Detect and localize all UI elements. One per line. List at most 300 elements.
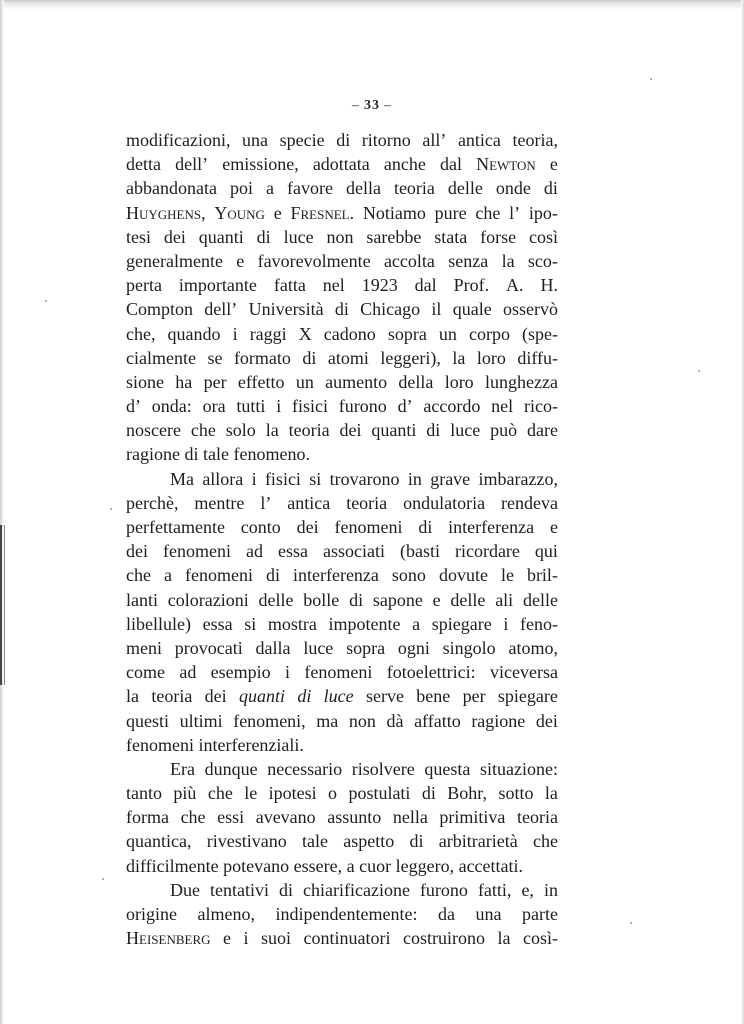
word: singolo [442,637,496,658]
word: leggeri), [380,347,441,368]
word: tale [302,831,328,852]
word: sione [126,371,164,392]
word: dei [296,517,319,537]
text-line [126,733,558,757]
text-line [126,902,558,926]
word: ondulatoria [403,492,486,513]
word: furono [419,879,468,900]
word: Bohr, [447,783,488,804]
word: ricordare [454,541,520,562]
word: ipo- [528,202,558,223]
word: lanti [126,589,158,610]
word: e [223,928,231,949]
word: loro [444,371,474,392]
word: dare [527,420,558,441]
word: qui [534,541,558,562]
word: atomo, [508,637,558,658]
word: sarebbe [366,226,422,247]
word: fatti, [477,879,512,900]
paragraph [126,128,558,467]
word: emissione, [222,154,299,175]
word: così [528,226,558,247]
word: conto [240,517,281,537]
word: d’ [397,396,413,417]
word: mentre [194,492,245,513]
word: nella [392,807,428,828]
word: abbandonata [126,178,217,199]
word: pure [434,202,467,223]
word: stata [434,226,468,247]
word: ragione [126,444,180,465]
word: di [418,517,433,537]
word: parte [522,904,558,924]
word: che, [126,323,156,344]
word: favorevolmente [257,250,371,271]
word: di [426,420,441,441]
word: di [336,130,351,150]
text-line [126,249,558,273]
word: Era [170,758,195,779]
word: quantica, [126,831,192,852]
page-number-dash-right: – [384,98,392,113]
word: perchè, [126,492,179,513]
body-text [126,128,558,950]
text-line [126,297,558,321]
word: così- [523,928,558,949]
word: dei [535,710,558,731]
word: spiegare [431,613,492,634]
word: accordo [423,396,481,417]
text-line [126,515,558,539]
word: interferenza [292,565,379,586]
word: teoria [288,420,330,441]
word: per [462,686,486,707]
word: suoi [261,928,292,949]
word: (spe- [522,323,558,344]
page-number-value: 33 [364,98,380,113]
word: teoria [393,178,435,199]
word: antica [287,492,331,513]
text-line [126,829,558,853]
word: i [251,468,257,489]
word: teoria, [512,130,558,150]
word: X [298,323,312,344]
word: avevano [255,807,316,828]
paper-speck [45,300,47,302]
word: imbarazzo, [478,468,558,489]
word: diffu- [517,347,558,368]
paper-speck [698,370,700,372]
word: tanto [126,783,162,804]
word: a [265,178,274,199]
word: rico- [523,396,558,417]
word: la [265,420,279,441]
word: luce [303,637,334,658]
word: della [398,371,434,392]
word: un [295,371,314,392]
word: detta [126,154,161,175]
word: cadono [323,323,376,344]
word: importante [178,275,257,296]
word: difficilmente [126,855,219,876]
text-line [126,878,558,902]
word: forma [126,807,169,828]
word: che [207,783,233,804]
word: ragione [471,710,526,731]
word: Notiamo [362,202,426,223]
word: quanti [238,686,285,707]
word: la [452,347,466,368]
paragraph [126,467,558,757]
word: Ma [170,468,194,489]
word: dei [339,420,362,441]
word: effetto [237,371,285,392]
word: forse [480,226,517,247]
page-number [0,98,744,114]
word: delle [450,589,486,610]
word: leggero, [395,855,455,876]
text-line [126,660,558,684]
word: dunque [204,758,258,779]
word: serve [365,686,404,707]
word: d’ [126,396,141,417]
text-line [126,612,558,636]
word: luce [450,420,481,441]
word: chiarificazione [303,879,410,900]
word: da [437,904,455,924]
word: spiegare [497,686,558,707]
word: ogni [397,637,430,658]
text-line [126,926,558,950]
word: tutti [236,396,266,417]
word: non [326,226,354,247]
word: sco- [527,250,558,271]
word: luce [283,226,314,247]
word: dal [414,275,437,296]
word: Newton [476,154,536,175]
word: che [533,831,558,852]
word: all’ [422,130,447,150]
word: delle [258,589,294,610]
word: ma [316,710,339,731]
word: quanti [371,420,417,441]
word: a [346,855,355,876]
word: viceversa [490,662,558,683]
word: i [285,662,291,683]
word: quando [167,323,221,344]
word: bril- [526,565,558,586]
word: fenomeni [184,565,253,586]
word: sopra [346,637,386,658]
word: affatto [414,710,461,731]
word: dal [439,154,462,175]
word: aspetto [343,831,395,852]
word: una [475,904,502,924]
word: dell’ [204,299,238,320]
word: cialmente [126,347,196,368]
word: a [412,613,421,634]
text-line [126,709,558,733]
word: onda: [151,396,192,417]
word: i [276,396,282,417]
text-line [126,418,558,442]
paragraph [126,878,558,951]
word: di [421,783,436,804]
word: origine [126,904,177,924]
word: tentativi [210,879,269,900]
word: di [256,226,271,247]
word: di [184,444,199,465]
word: poi [229,178,253,199]
word: fenomeni [126,734,194,755]
word: sapone [372,589,423,610]
word: A. [506,275,524,296]
word: interferenziali. [198,734,304,755]
text-line [126,152,558,176]
word: si [309,468,322,489]
word: libellule) [126,613,191,634]
word: mostra [267,613,317,634]
word: H. [540,275,558,296]
word: delle [522,589,558,610]
word: luce [323,686,354,707]
word: allora [202,468,244,489]
word: il [431,299,442,320]
paper-speck [630,922,632,924]
word: trovarono [329,468,400,489]
text-line [126,273,558,297]
word: fisici [264,468,301,489]
word: l’ [260,492,272,513]
word: di [302,347,317,368]
word: perfettamente [126,517,225,537]
word: può [490,420,518,441]
word: assunto [327,807,382,828]
word: come [126,662,165,683]
word: osservò [502,299,558,320]
word: non [348,710,376,731]
word: dei [204,686,227,707]
word: e [549,517,558,537]
word: generalmente [126,250,223,271]
word: adottata [312,154,370,175]
text-line [126,684,558,708]
word: situazione: [479,758,558,779]
word: nel [491,396,514,417]
word: almeno, [197,904,255,924]
word: accettati. [458,855,524,876]
word: o [328,783,338,804]
word: di [349,589,364,610]
word: perta [126,275,162,296]
word: teoria [346,492,388,513]
word: per [203,371,227,392]
word: specie [279,130,325,150]
text-line [126,346,558,370]
word: ritorno [361,130,411,150]
word: lunghezza [484,371,558,392]
word: di [543,178,558,199]
text-line [126,854,558,878]
word: tale [203,444,229,465]
word: loro [476,347,506,368]
word: fenomeni [334,517,403,537]
word: risolvere [351,758,415,779]
word: bolle [303,589,340,610]
word: noscere [126,420,181,441]
word: fenomeni [304,662,373,683]
word: teoria [516,807,558,828]
word: ha [175,371,193,392]
word: dei [163,226,186,247]
word: aumento [325,371,388,392]
text-line [126,442,558,466]
word: sopra [387,323,427,344]
word: Heisenberg [126,928,211,949]
paper-speck [110,508,112,510]
word: i [243,928,249,949]
word: una [242,130,269,150]
text-line [126,757,558,781]
word: di [278,879,293,900]
word: continuatori [303,928,391,949]
word: ipotesi [268,783,317,804]
word: essi [217,807,245,828]
page-left-edge [0,0,4,1024]
word: tesi [126,226,151,247]
word: e, [521,879,534,900]
word: ultimi [179,710,223,731]
word: necessario [267,758,343,779]
text-line [126,588,558,612]
word: le [500,565,514,586]
text-line [126,539,558,563]
word: essa [277,541,308,562]
word: ad [179,662,197,683]
word: che [190,420,216,441]
word: raggi [249,323,287,344]
text-line [126,491,558,515]
word: atomi [327,347,369,368]
word: interferenza [448,517,535,537]
word: Due [170,879,200,900]
word: Università [248,299,324,320]
word: formato [233,347,291,368]
word: postulati [348,783,411,804]
word: costruirono [403,928,485,949]
word: favore [286,178,333,199]
word: dei [126,541,148,562]
word: sono [391,565,426,586]
word: la [497,928,511,949]
word: esempio [210,662,271,683]
word: di [409,831,424,852]
word: ora [202,396,226,417]
word: fotoelettrici: [386,662,476,683]
text-line [126,781,558,805]
word: in [543,879,558,900]
word: essa [202,613,233,634]
word: dà [386,710,404,731]
word: e [236,250,245,271]
word: anche [383,154,426,175]
text-line [126,322,558,346]
word: che [180,807,206,828]
word: la [126,686,139,707]
text-line [126,467,558,491]
word: 1923 [361,275,398,296]
word: corpo [468,323,510,344]
word: fenomeno. [233,444,310,465]
word: solo [225,420,256,441]
word: associati [322,541,385,562]
word: feno- [519,613,558,634]
page-top-edge [0,0,744,10]
word: a [163,565,172,586]
word: antica [457,130,501,150]
word: delle [447,178,483,199]
word: meni [126,637,162,658]
text-line [126,636,558,660]
word: si [244,613,257,634]
word: indipendentemente: [275,904,418,924]
word: più [173,783,197,804]
word: fatta [273,275,306,296]
word: dell’ [175,154,209,175]
word: le [244,783,258,804]
word: furono [338,396,387,417]
page-number-dash-left: – [352,98,360,113]
word: ali [495,589,514,610]
text-line [126,805,558,829]
word: di [265,565,280,586]
word: grave [430,468,471,489]
word: i [503,613,509,634]
word: Prof. [453,275,490,296]
word: se [207,347,223,368]
word: che [475,202,501,223]
word: l’ [509,202,521,223]
word: ad [245,541,263,562]
word: essere, [293,855,343,876]
word: provocati [174,637,243,658]
word: senza [448,250,489,271]
word: dalla [255,637,291,658]
word: teoria [151,686,193,707]
word: (basti [399,541,440,562]
word: arbitrarietà [438,831,518,852]
word: fenomeni, [233,710,306,731]
word: accolta [383,250,435,271]
word: della [345,178,381,199]
word: fisici [292,396,328,417]
word: che [126,565,151,586]
word: Young [214,202,265,223]
word: rivestivano [206,831,287,852]
word: di [334,299,349,320]
text-line [126,225,558,249]
word: modificazioni, [126,130,231,150]
text-line [126,394,558,418]
word: un [438,323,457,344]
word: potevano [223,855,290,876]
word: questi [126,710,169,731]
word: e [273,202,282,223]
word: impotente [328,613,401,634]
word: primitiva [439,807,506,828]
word: rendeva [501,492,558,513]
text-line [126,370,558,394]
